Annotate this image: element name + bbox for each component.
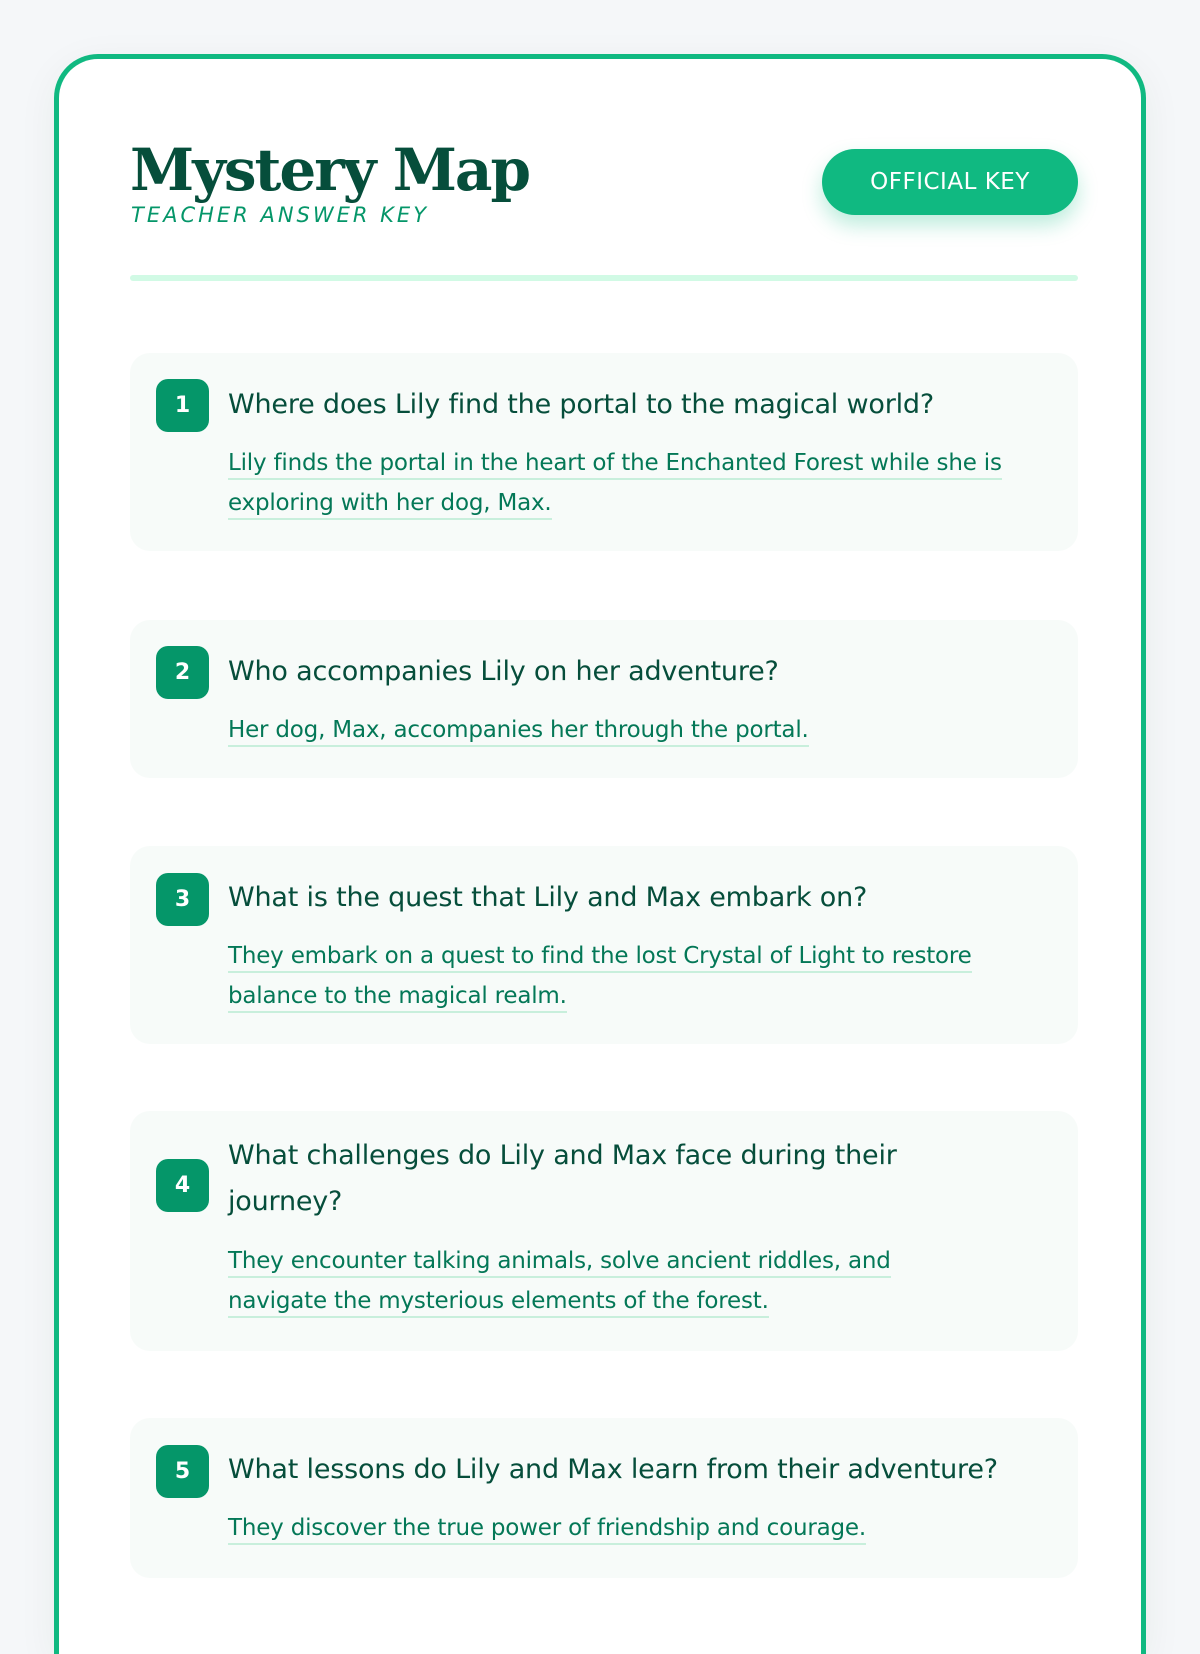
- question-number-badge: 5: [156, 1445, 209, 1498]
- answer-underline: Her dog, Max, accompanies her through the portal.: [228, 717, 809, 747]
- answer-underline: They embark on a quest to find the lost Crystal of Light to restore balance to the magical realm.: [228, 943, 972, 1013]
- answer-underline: They encounter talking animals, solve ancient riddles, and navigate the mysterious elements of the forest.: [228, 1248, 891, 1318]
- question-text: What challenges do Lily and Max face during their journey?: [228, 1140, 897, 1217]
- answer-text: [228, 710, 1058, 750]
- question-card: [130, 846, 1078, 1044]
- page-title: Mystery Map: [130, 136, 530, 204]
- answer-underline: They discover the true power of friendship and courage.: [228, 1515, 866, 1545]
- answer-text: [228, 1508, 1058, 1548]
- answer-key-sheet: [54, 54, 1146, 1654]
- question-number-badge: 3: [156, 873, 209, 926]
- header: [130, 135, 1078, 281]
- answer-underline: Lily finds the portal in the heart of the Enchanted Forest while she is exploring with her dog, Max.: [228, 450, 1002, 520]
- question-number-badge: 4: [156, 1159, 209, 1212]
- question-card: [130, 1111, 1078, 1351]
- question-text: What lessons do Lily and Max learn from their adventure?: [228, 1454, 998, 1485]
- question-card: [130, 1418, 1078, 1578]
- question-number-badge: 1: [156, 379, 209, 432]
- question-text: Who accompanies Lily on her adventure?: [228, 656, 779, 687]
- question-number-badge: 2: [156, 646, 209, 699]
- answer-text: [228, 936, 1058, 1016]
- official-key-badge: OFFICIAL KEY: [822, 149, 1078, 215]
- answer-text: [228, 1241, 988, 1321]
- page-subtitle: TEACHER ANSWER KEY: [131, 203, 430, 227]
- header-divider: [130, 275, 1078, 281]
- question-card: [130, 620, 1078, 778]
- question-text: What is the quest that Lily and Max embark on?: [228, 882, 868, 913]
- question-text: Where does Lily find the portal to the magical world?: [228, 389, 934, 420]
- answer-text: [228, 443, 1058, 523]
- question-card: [130, 353, 1078, 551]
